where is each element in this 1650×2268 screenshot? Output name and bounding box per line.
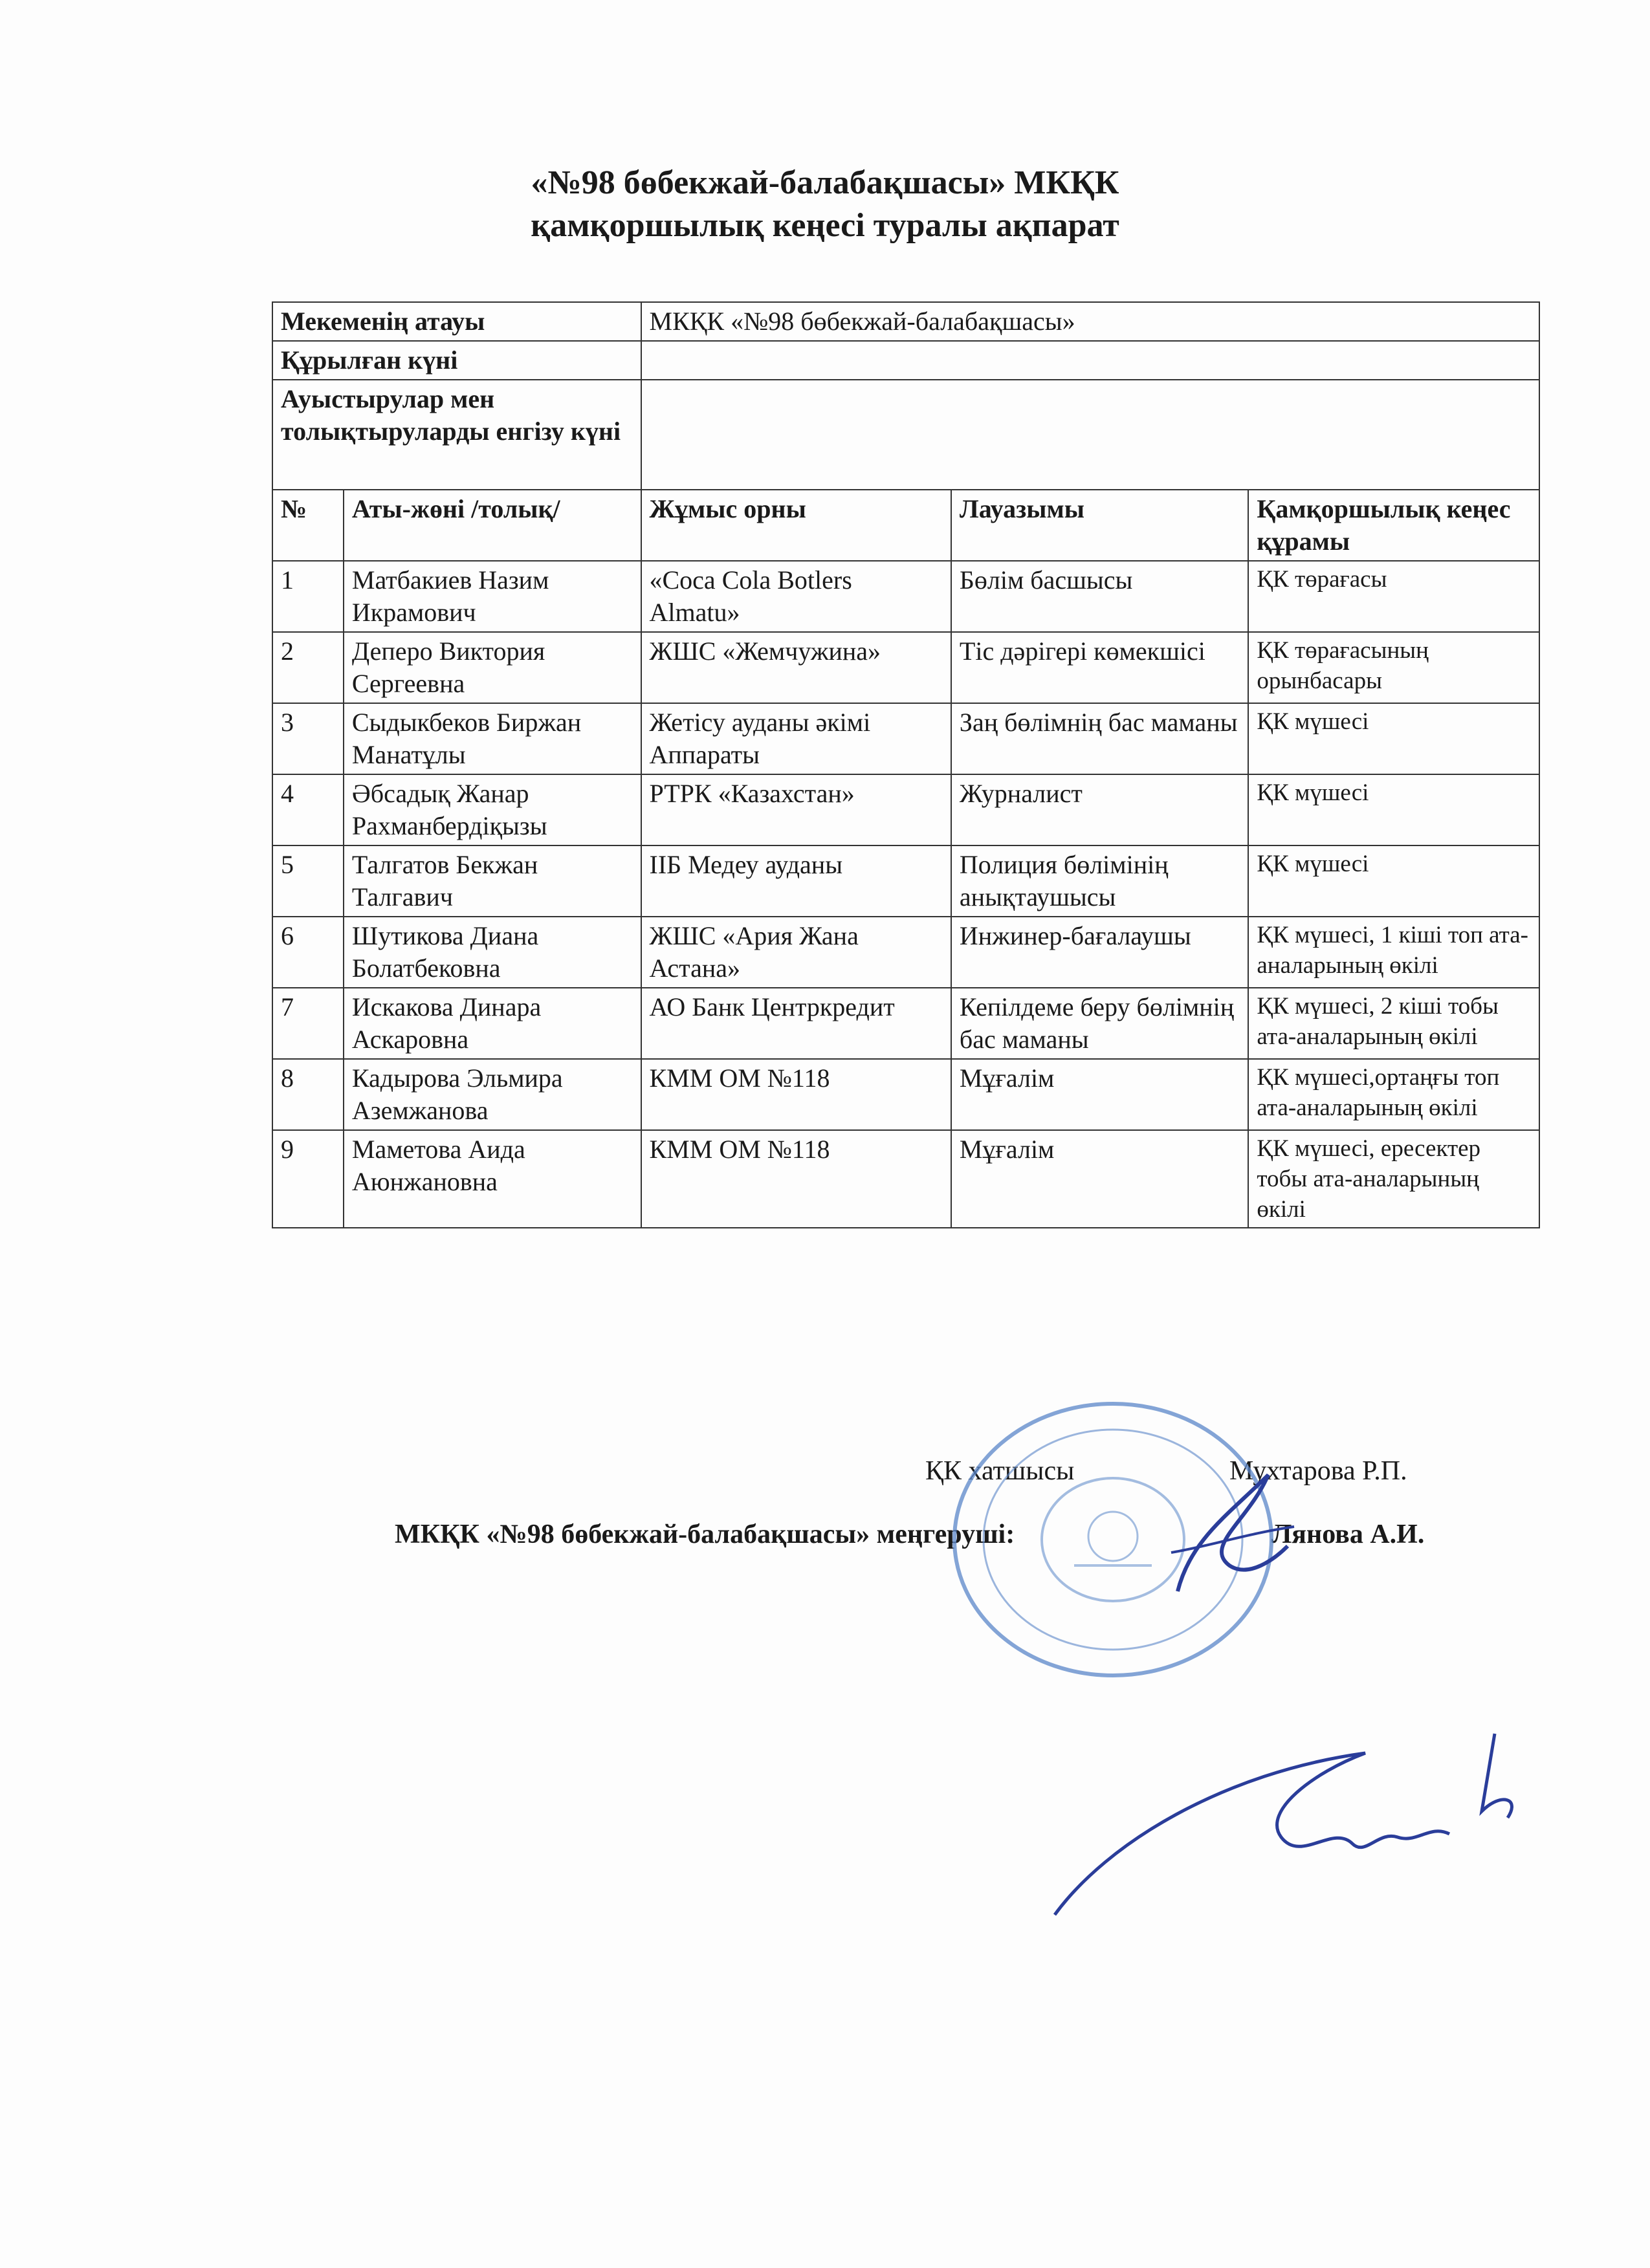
head-title: МКҚК «№98 бөбекжай-балабақшасы» меңгеруші: [395, 1520, 1015, 1549]
table-row [272, 845, 1539, 917]
row-workplace: ЖШС «Жемчужина» [641, 632, 951, 703]
row-number: 1 [272, 561, 344, 632]
row-role: ҚК мүшесі [1248, 703, 1539, 774]
table-row [272, 1130, 1539, 1228]
row-workplace: ІІБ Медеу ауданы [641, 845, 951, 917]
row-role: ҚК мүшесі, 2 кіші тобы ата-аналарының өкілі [1248, 988, 1539, 1059]
row-position: Инжинер-бағалаушы [951, 917, 1248, 988]
row-role: ҚК мүшесі,ортаңғы топ ата-аналарының өкілі [1248, 1059, 1539, 1130]
row-number: 9 [272, 1130, 344, 1228]
row-name: Шутикова Диана Болатбековна [344, 917, 641, 988]
council-table [272, 301, 1540, 1228]
header-number: № [272, 490, 344, 561]
table-row [272, 774, 1539, 845]
row-role: ҚК мүшесі [1248, 774, 1539, 845]
header-name: Аты-жөні /толық/ [344, 490, 641, 561]
table-row [272, 561, 1539, 632]
secretary-title: ҚК хатшысы [925, 1456, 1075, 1486]
row-position: Журналист [951, 774, 1248, 845]
row-name: Маметова Аида Аюнжановна [344, 1130, 641, 1228]
table-row [272, 703, 1539, 774]
org-value: МКҚК «№98 бөбекжай-балабақшасы» [641, 302, 1540, 341]
row-workplace: КММ ОМ №118 [641, 1059, 951, 1130]
header-row [272, 490, 1539, 561]
row-workplace: РТРК «Казахстан» [641, 774, 951, 845]
row-number: 5 [272, 845, 344, 917]
org-label: Мекеменің атауы [272, 302, 641, 341]
row-workplace: «Coca Cola Botlers Almatu» [641, 561, 951, 632]
table-row [272, 1059, 1539, 1130]
header-role: Қамқоршылық кеңес құрамы [1248, 490, 1539, 561]
head-name: Лянова А.И. [1271, 1520, 1425, 1549]
row-role: ҚК мүшесі [1248, 845, 1539, 917]
row-role: ҚК мүшесі, 1 кіші топ ата-аналарының өкілі [1248, 917, 1539, 988]
title-line-1: «№98 бөбекжай-балабақшасы» МКҚК [531, 164, 1119, 201]
row-name: Әбсадық Жанар Рахманбердіқызы [344, 774, 641, 845]
row-position: Тіс дәрігері көмекшісі [951, 632, 1248, 703]
document-title [0, 162, 1650, 247]
table-body [272, 561, 1539, 1228]
row-number: 2 [272, 632, 344, 703]
row-role: ҚК төрағасының орынбасары [1248, 632, 1539, 703]
changes-value [641, 380, 1540, 490]
row-number: 3 [272, 703, 344, 774]
changes-label: Ауыстырулар мен толықтыруларды енгізу күні [272, 380, 641, 490]
created-row [272, 341, 1539, 380]
row-position: Полиция бөлімінің анықтаушысы [951, 845, 1248, 917]
table-row [272, 917, 1539, 988]
row-workplace: ЖШС «Ария Жана Астана» [641, 917, 951, 988]
row-position: Мұғалім [951, 1130, 1248, 1228]
row-number: 8 [272, 1059, 344, 1130]
secretary-name: Мухтарова Р.П. [1229, 1456, 1407, 1486]
created-value [641, 341, 1540, 380]
title-line-2: қамқоршылық кеңесі туралы ақпарат [531, 207, 1119, 244]
row-position: Заң бөлімнің бас маманы [951, 703, 1248, 774]
changes-row [272, 380, 1539, 490]
head-signature [1132, 1436, 1326, 1630]
row-name: Кадырова Эльмира Аземжанова [344, 1059, 641, 1130]
row-name: Искакова Динара Аскаровна [344, 988, 641, 1059]
row-name: Матбакиев Назим Икрамович [344, 561, 641, 632]
header-position: Лауазымы [951, 490, 1248, 561]
row-position: Кепілдеме беру бөлімнің бас маманы [951, 988, 1248, 1059]
table-row [272, 632, 1539, 703]
row-workplace: КММ ОМ №118 [641, 1130, 951, 1228]
row-role: ҚК төрағасы [1248, 561, 1539, 632]
row-number: 6 [272, 917, 344, 988]
row-name: Талгатов Бекжан Талгавич [344, 845, 641, 917]
row-name: Деперо Виктория Сергеевна [344, 632, 641, 703]
header-workplace: Жұмыс орны [641, 490, 951, 561]
created-label: Құрылған күні [272, 341, 641, 380]
row-number: 4 [272, 774, 344, 845]
row-position: Мұғалім [951, 1059, 1248, 1130]
row-position: Бөлім басшысы [951, 561, 1248, 632]
row-role: ҚК мүшесі, ересектер тобы ата-аналарының өкілі [1248, 1130, 1539, 1228]
row-workplace: Жетісу ауданы әкімі Аппараты [641, 703, 951, 774]
table-row [272, 988, 1539, 1059]
row-number: 7 [272, 988, 344, 1059]
secretary-signature [1029, 1714, 1579, 1928]
org-row [272, 302, 1539, 341]
row-name: Сыдыкбеков Биржан Манатұлы [344, 703, 641, 774]
row-workplace: АО Банк Центркредит [641, 988, 951, 1059]
